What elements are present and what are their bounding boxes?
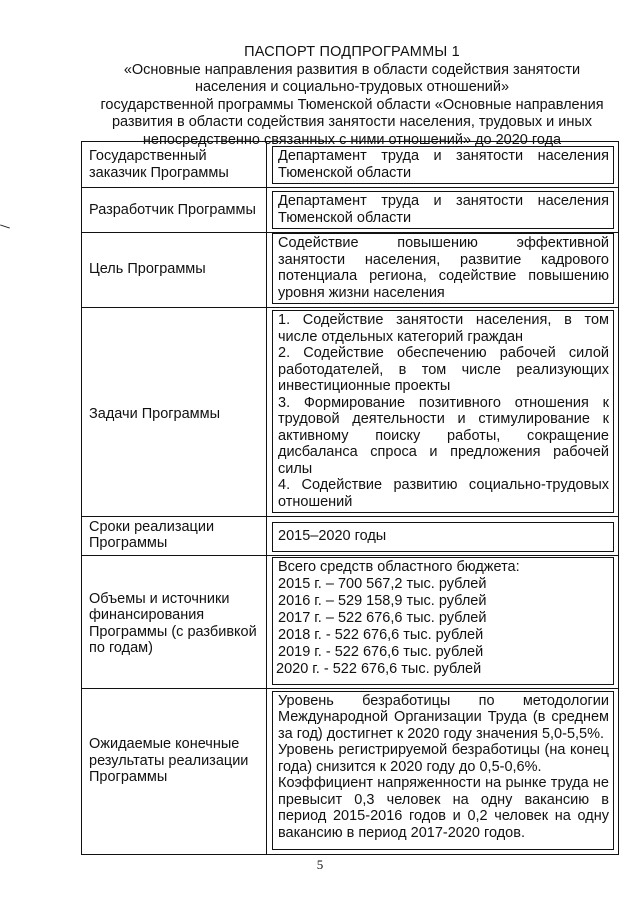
tasks-value-cell (267, 308, 619, 517)
funding-value (272, 557, 614, 685)
results-label: Ожидаемые конечные результаты реализации Программы (89, 736, 249, 786)
program-name-line1: государственной программы Тюменской области «Основные направления (100, 96, 604, 113)
goal-label-cell (82, 233, 267, 308)
task-item: 3. Формирование позитивного отношения к трудовой деятельности и стимулирование к активному поиску работы, сокращение дисбаланса спроса и предложения рабочей силы (278, 394, 609, 477)
page-number: 5 (316, 857, 324, 872)
task-item: 4. Содействие развитию социально-трудовых отношений (278, 477, 609, 510)
funding-year-line: 2015 г. – 700 567,2 тыс. рублей (278, 575, 487, 592)
passport-title: ПАСПОРТ ПОДПРОГРАММЫ 1 (244, 44, 460, 60)
developer-value-cell (267, 188, 619, 233)
task-item: 1. Содействие занятости населения, в том числе отдельных категорий граждан (278, 312, 609, 345)
tasks-label-cell (82, 308, 267, 517)
row-customer (82, 142, 619, 188)
customer-value-cell (267, 142, 619, 188)
developer-label-cell (82, 188, 267, 233)
customer-label: Государственный заказчик Программы (89, 148, 229, 181)
terms-value: 2015–2020 годы (272, 522, 614, 552)
task-item: 2. Содействие обеспечению рабочей силой работодателей, в том числе реализующих инвестиционные проекты (278, 345, 609, 394)
funding-label-cell (82, 555, 267, 688)
terms-label-cell (82, 517, 267, 556)
funding-intro: Всего средств областного бюджета: (278, 558, 520, 575)
margin-scan-mark (0, 224, 10, 228)
funding-value-cell (267, 555, 619, 688)
funding-label: Объемы и источники финансирования Программы (с разбивкой по годам) (89, 590, 257, 656)
customer-label-cell (82, 142, 267, 188)
goal-value: Содействие повышению эффективной занятости населения, развитие кадрового потенциала региона, содействие повышению уровня жизни населения (272, 233, 614, 304)
row-developer (82, 188, 619, 233)
result-item: Коэффициент напряженности на рынке труда не превысит 0,3 человек на одну вакансию в период 2015-2016 годов и 0,2 человек на одну вакансию в период 2017-2020 годов. (278, 775, 609, 841)
terms-label: Сроки реализации Программы (89, 518, 215, 552)
program-name-line3: непосредственно связанных с ними отношений» до 2020 года (142, 131, 562, 148)
row-goal (82, 233, 619, 308)
passport-header (86, 44, 618, 149)
row-results (82, 688, 619, 854)
results-list (272, 691, 614, 851)
developer-label: Разработчик Программы (89, 201, 256, 218)
result-item: Уровень регистрируемой безработицы (на конец года) снизится к 2020 году до 0,5-0,6%. (278, 742, 609, 775)
row-terms (82, 517, 619, 556)
passport-table (81, 141, 619, 855)
result-item: Уровень безработицы по методологии Международной Организации Труда (в среднем за год) достигнет к 2020 году значения 5,0-5,5%. (278, 692, 609, 742)
funding-year-line: 2017 г. – 522 676,6 тыс. рублей (278, 609, 487, 626)
row-funding (82, 555, 619, 688)
goal-label: Цель Программы (89, 260, 206, 277)
developer-value: Департамент труда и занятости населения Тюменской области (272, 191, 614, 229)
subprogram-name-line2: населения и социально-трудовых отношений» (194, 79, 510, 95)
goal-value-cell (267, 233, 619, 308)
program-name-line2: развития в области содействия занятости населения, трудовых и иных (111, 114, 593, 130)
terms-value-cell (267, 517, 619, 556)
results-label-cell (82, 688, 267, 854)
subprogram-name-line1: «Основные направления развития в области содействия занятости (123, 61, 581, 78)
tasks-label: Задачи Программы (89, 405, 221, 422)
tasks-list (272, 310, 614, 513)
customer-value: Департамент труда и занятости населения Тюменской области (272, 146, 614, 184)
funding-year-line: 2016 г. – 529 158,9 тыс. рублей (278, 592, 487, 609)
funding-year-line: 2020 г. - 522 676,6 тыс. рублей (276, 660, 482, 677)
results-value-cell (267, 688, 619, 854)
row-tasks (82, 308, 619, 517)
funding-year-line: 2018 г. - 522 676,6 тыс. рублей (278, 626, 484, 643)
funding-year-line: 2019 г. - 522 676,6 тыс. рублей (278, 643, 484, 660)
